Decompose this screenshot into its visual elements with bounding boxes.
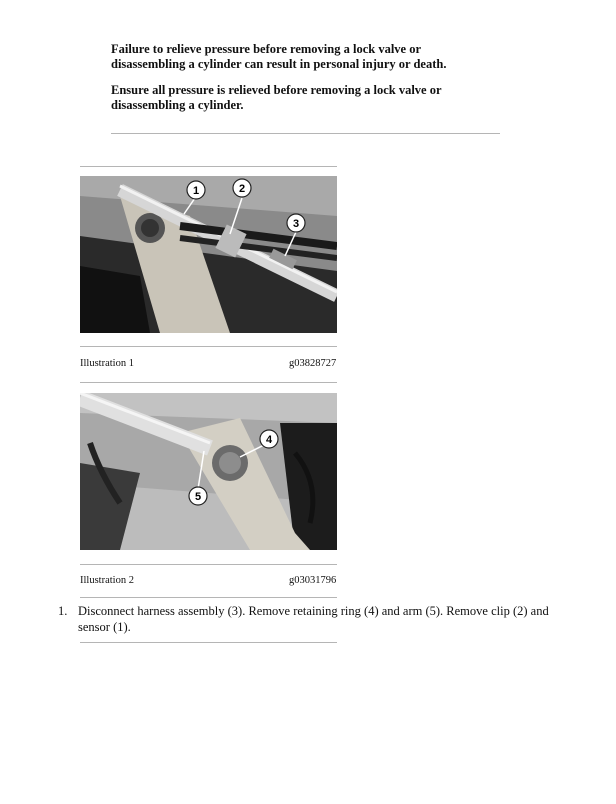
illustration-2-photo (80, 393, 337, 550)
illustration-1-bottom-rule (80, 382, 337, 383)
warning-line-2: disassembling a cylinder can result in personal injury or death. (111, 57, 447, 71)
illustration-2-bottom-rule (80, 597, 337, 598)
illustration-2-mid-rule (80, 564, 337, 565)
warning-divider (111, 133, 500, 134)
callout-2 (233, 179, 251, 197)
illustration-1-code: g03828727 (289, 358, 337, 369)
illustration-1-photo (80, 176, 337, 333)
callout-4 (260, 430, 278, 448)
step-1-text: Disconnect harness assembly (3). Remove retaining ring (4) and arm (5). Remove clip (2) and sensor (1). (78, 604, 549, 634)
callout-3 (287, 214, 305, 232)
step-1 (58, 603, 568, 637)
svg-text:1: 1 (192, 185, 200, 197)
svg-text:5: 5 (194, 491, 202, 503)
svg-text:2: 2 (238, 183, 246, 195)
illustration-1-top-rule (80, 166, 337, 167)
illustration-1-mid-rule (80, 346, 337, 347)
callout-1 (187, 181, 205, 199)
warning-line-4: disassembling a cylinder. (111, 98, 244, 112)
step-divider (80, 642, 337, 643)
svg-text:3: 3 (292, 218, 300, 230)
warning-line-1: Failure to relieve pressure before removing a lock valve or (111, 42, 422, 56)
illustration-2-label: Illustration 2 (80, 575, 134, 586)
illustration-1-label: Illustration 1 (80, 358, 134, 369)
warning-line-3: Ensure all pressure is relieved before removing a lock valve or (111, 83, 442, 97)
illustration-2-code: g03031796 (289, 575, 337, 586)
callout-5 (189, 487, 207, 505)
step-1-number: 1. (58, 604, 68, 618)
svg-text:4: 4 (265, 434, 273, 446)
